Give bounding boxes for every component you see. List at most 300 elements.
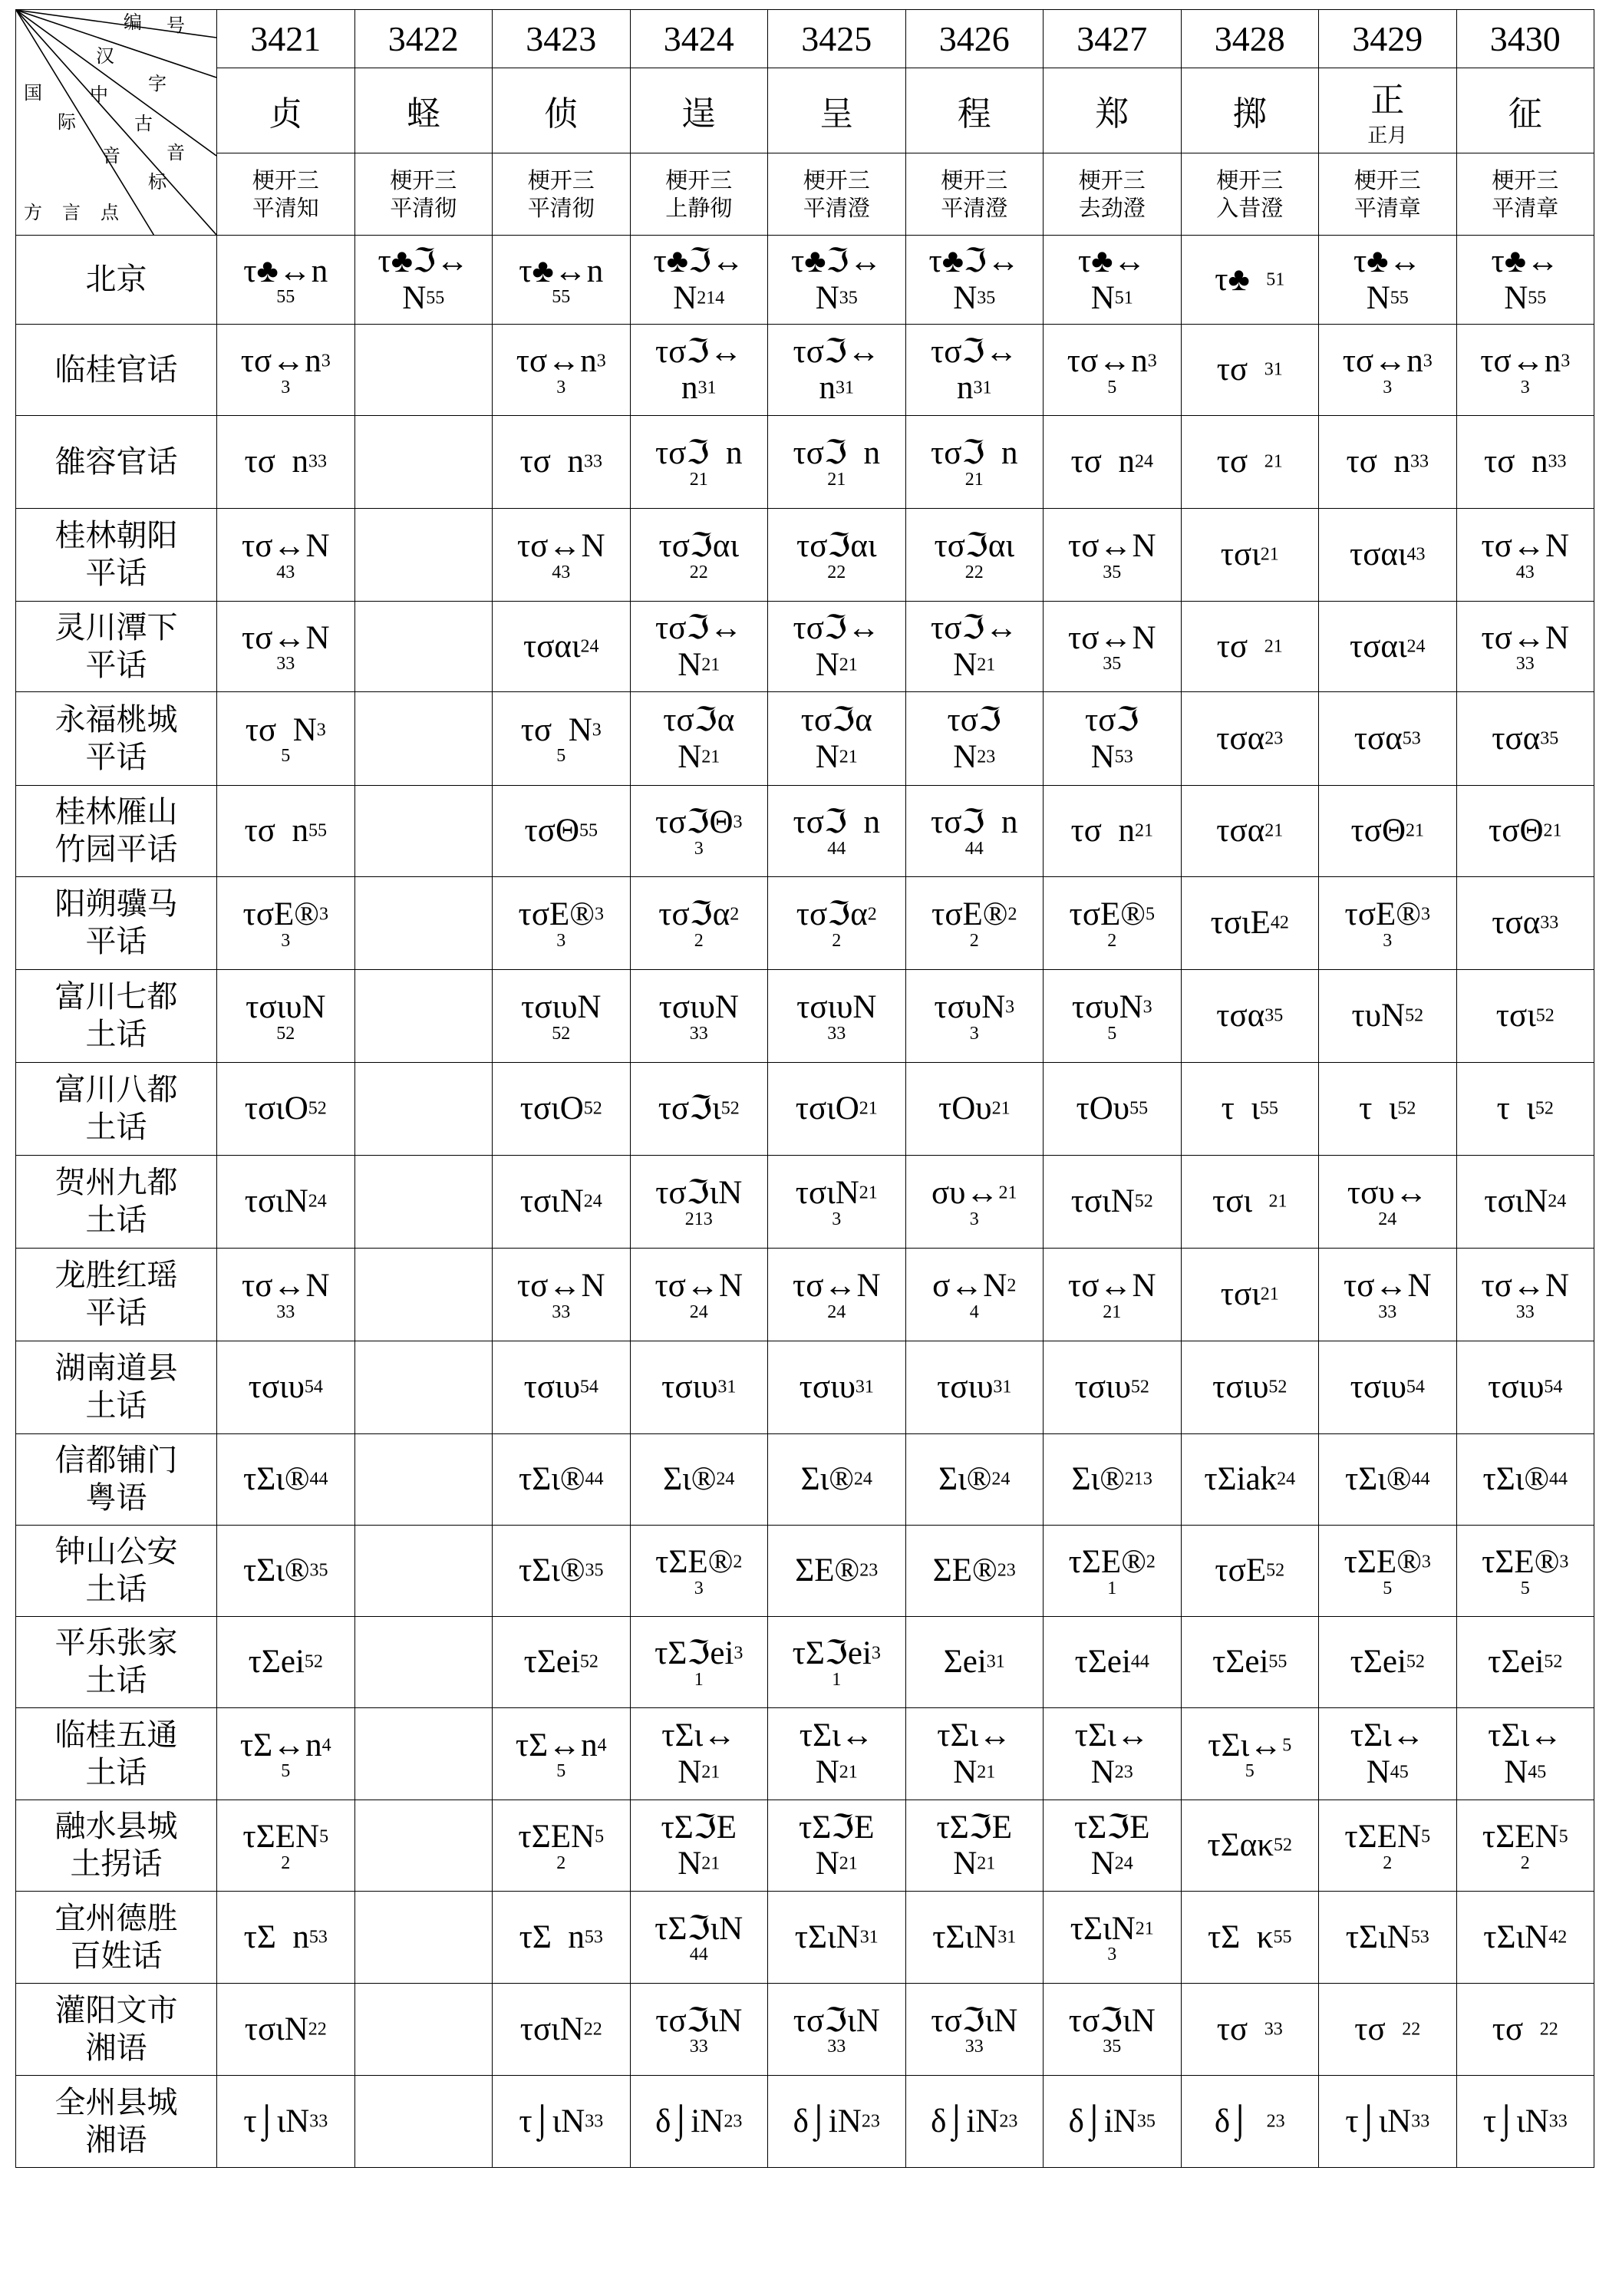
corner-label-hanzi-1: 汉 xyxy=(96,45,114,67)
phonetic-text-2: N xyxy=(673,279,697,316)
pronunciation-cell xyxy=(1319,1434,1457,1526)
pronunciation-cell xyxy=(905,1708,1044,1800)
tone-number: 22 xyxy=(308,2019,327,2040)
phonetic-text: τσ↔N xyxy=(1481,1268,1569,1305)
pronunciation-cell xyxy=(1181,1708,1319,1800)
phonetic-text: τ♣ℑ↔ xyxy=(653,243,744,280)
phonetic-text: τσℑ↔ xyxy=(793,333,880,370)
tone-number: 24 xyxy=(1134,452,1153,473)
pronunciation-cell xyxy=(905,1249,1044,1341)
tone-number: 33 xyxy=(583,452,602,473)
pronunciation-line xyxy=(217,896,354,932)
phonetic-text: τΣℑE xyxy=(1073,1809,1150,1846)
phonetic-text: τΣιN xyxy=(794,1918,860,1955)
category-line: 梗开三 xyxy=(1353,167,1421,193)
pronunciation-line xyxy=(1044,1268,1181,1304)
pronunciation-cell xyxy=(768,1249,906,1341)
row-place-name xyxy=(16,877,217,970)
pronunciation-cell xyxy=(354,1708,493,1800)
place-line: 全州县城 xyxy=(54,2084,178,2120)
pronunciation-cell xyxy=(1456,1526,1594,1617)
phonetic-text: τσιN xyxy=(244,1183,308,1220)
table-row xyxy=(16,1434,1594,1526)
phonetic-text: τσℑ n xyxy=(655,435,743,472)
tone-number-2: 5 xyxy=(556,1761,566,1782)
pronunciation-line xyxy=(631,528,768,564)
place-line: 钟山公安 xyxy=(54,1534,178,1570)
place-line: 北京 xyxy=(85,262,147,298)
pronunciation-line xyxy=(1457,1644,1594,1680)
phonetic-text: τΣ n xyxy=(519,1918,585,1955)
phonetic-text: Σι® xyxy=(938,1461,992,1498)
pronunciation-line xyxy=(1044,1461,1181,1497)
pronunciation-cell xyxy=(1044,786,1182,877)
pronunciation-line xyxy=(631,896,768,932)
table-row xyxy=(16,1249,1594,1341)
tone-number-2: 3 xyxy=(694,1578,704,1598)
tone-number: 52 xyxy=(1535,1006,1555,1027)
pronunciation-cell xyxy=(630,692,768,786)
pronunciation-line-2 xyxy=(631,370,768,406)
pronunciation-line xyxy=(1044,1090,1181,1127)
pronunciation-cell xyxy=(768,1063,906,1156)
pronunciation-cell xyxy=(1319,1249,1457,1341)
pronunciation-line xyxy=(493,1919,630,1955)
pronunciation-cell xyxy=(768,509,906,602)
place-line: 粤语 xyxy=(85,1480,147,1516)
pronunciation-line xyxy=(217,1268,354,1304)
tone-number-2: 2 xyxy=(281,1852,291,1873)
place-line: 平话 xyxy=(85,647,147,683)
pronunciation-line xyxy=(631,1635,768,1671)
pronunciation-cell xyxy=(1044,416,1182,509)
tone-number: 24 xyxy=(1277,1470,1296,1490)
tone-number: 3 xyxy=(594,905,604,925)
pronunciation-line-2 xyxy=(631,739,768,775)
tone-number: 54 xyxy=(304,1377,323,1398)
phonetic-text: τσ↔n xyxy=(1067,343,1148,380)
phonetic-text: τΣei xyxy=(248,1644,305,1681)
pronunciation-cell xyxy=(1456,1617,1594,1708)
pronunciation-line xyxy=(906,334,1044,370)
pronunciation-cell xyxy=(493,1341,631,1434)
place-line: 临桂五通 xyxy=(54,1717,178,1753)
pronunciation-cell xyxy=(493,786,631,877)
pronunciation-line-2 xyxy=(1044,1846,1181,1882)
pronunciation-cell xyxy=(1044,1341,1182,1434)
phonetic-text-2: N xyxy=(678,738,702,775)
phonetic-text: δ⌡iN xyxy=(1068,2103,1137,2139)
phonetic-text: τσE® xyxy=(1344,896,1421,933)
place-line: 桂林朝阳 xyxy=(54,518,178,554)
pronunciation-cell xyxy=(905,1892,1044,1984)
phonetic-text: τσα xyxy=(1492,905,1541,942)
tone-number: 3 xyxy=(1423,351,1433,372)
pronunciation-cell xyxy=(905,1063,1044,1156)
phonetic-text: τσΘ xyxy=(1350,813,1406,849)
pronunciation-line-2 xyxy=(631,1754,768,1790)
pronunciation-cell xyxy=(905,509,1044,602)
table-row xyxy=(16,1063,1594,1156)
pronunciation-line xyxy=(1044,444,1181,480)
pronunciation-cell xyxy=(1456,325,1594,416)
phonetic-text: τσα xyxy=(1353,720,1403,757)
tone-number: 2 xyxy=(733,1552,743,1573)
pronunciation-line xyxy=(768,1919,905,1955)
pronunciation-line xyxy=(768,702,905,738)
category-line: 平清彻 xyxy=(527,194,595,221)
tone-number: 55 xyxy=(308,821,327,842)
tone-number: 33 xyxy=(689,1023,708,1044)
pronunciation-cell xyxy=(905,2076,1044,2168)
phonetic-text: τσα xyxy=(1216,720,1265,757)
tone-number: 52 xyxy=(1535,1099,1554,1120)
row-place-name xyxy=(16,786,217,877)
phonetic-text: τσ xyxy=(1216,628,1264,665)
phonetic-text: τΣι® xyxy=(1482,1461,1550,1498)
pronunciation-line-2 xyxy=(906,1846,1044,1882)
tone-number: 52 xyxy=(583,1099,602,1120)
category-line: 去劲澄 xyxy=(1078,194,1146,221)
phonetic-text: τσιO xyxy=(795,1090,859,1127)
category-line: 平清章 xyxy=(1353,194,1421,221)
pronunciation-line xyxy=(768,1635,905,1671)
pronunciation-line xyxy=(1182,2103,1319,2139)
place-line: 灵川潭下 xyxy=(54,609,178,645)
pronunciation-line xyxy=(493,444,630,480)
table-row xyxy=(16,416,1594,509)
pronunciation-cell xyxy=(217,877,355,970)
pronunciation-line-2 xyxy=(1457,280,1594,316)
category-line: 梗开三 xyxy=(390,167,457,193)
pronunciation-line xyxy=(1319,896,1456,932)
pronunciation-cell xyxy=(1181,236,1319,325)
pronunciation-cell xyxy=(905,325,1044,416)
phonetic-text: τΣei xyxy=(1074,1644,1131,1681)
tone-number-2: 5 xyxy=(556,746,566,767)
tone-number-2: 3 xyxy=(556,930,566,951)
pronunciation-line xyxy=(631,804,768,840)
row-place-name xyxy=(16,2076,217,2168)
tone-number: 213 xyxy=(684,1209,713,1229)
tone-number: 53 xyxy=(308,1927,328,1948)
pronunciation-line xyxy=(493,1183,630,1219)
phonetic-text: τσυ↔ xyxy=(1347,1175,1428,1212)
pronunciation-line xyxy=(1457,1090,1594,1127)
pronunciation-line-2 xyxy=(768,280,905,316)
phonetic-text: τσ↔N xyxy=(516,1268,605,1305)
tone-number: 24 xyxy=(689,1301,708,1322)
pronunciation-cell xyxy=(1044,1063,1182,1156)
pronunciation-line xyxy=(768,1552,905,1588)
pronunciation-cell xyxy=(768,786,906,877)
tone-number-2: 2 xyxy=(1383,1852,1393,1873)
pronunciation-cell xyxy=(493,325,631,416)
pronunciation-line xyxy=(1044,702,1181,738)
pronunciation-line xyxy=(1319,628,1456,665)
pronunciation-cell xyxy=(354,786,493,877)
phonetic-text: τσE® xyxy=(518,896,595,933)
tone-number: 33 xyxy=(585,2111,604,2132)
pronunciation-cell xyxy=(493,1249,631,1341)
place-line: 雒容官话 xyxy=(54,444,178,480)
place-line: 平话 xyxy=(85,739,147,775)
pronunciation-line-2 xyxy=(768,370,905,406)
pronunciation-cell xyxy=(354,1892,493,1984)
row-place-name xyxy=(16,1434,217,1526)
tone-number: 35 xyxy=(1103,562,1122,582)
tone-number: 52 xyxy=(720,1099,740,1120)
place-line: 宜州德胜 xyxy=(54,1900,178,1936)
pronunciation-line-2 xyxy=(1319,280,1456,316)
column-category xyxy=(354,153,493,235)
phonetic-text: τΣι↔ xyxy=(1350,1717,1425,1754)
pronunciation-cell xyxy=(217,1063,355,1156)
column-character xyxy=(1044,68,1182,153)
tone-number-2: 3 xyxy=(969,1209,979,1229)
pronunciation-cell xyxy=(905,1526,1044,1617)
tone-number: 44 xyxy=(1549,1470,1568,1490)
tone-number: 21 xyxy=(859,1183,878,1204)
place-line: 贺州九都 xyxy=(54,1165,178,1201)
pronunciation-line xyxy=(1457,1369,1594,1405)
tone-number: 213 xyxy=(1124,1470,1152,1490)
phonetic-text: τσι xyxy=(1220,1276,1261,1313)
pronunciation-line xyxy=(493,343,630,379)
table-row xyxy=(16,692,1594,786)
pronunciation-line xyxy=(493,1090,630,1127)
phonetic-text: τΣE® xyxy=(655,1544,734,1581)
tone-number: 52 xyxy=(1274,1836,1292,1856)
character-glyph: 掷 xyxy=(1232,94,1267,134)
pronunciation-cell xyxy=(1181,509,1319,602)
phonetic-text: τσℑ n xyxy=(931,435,1018,472)
phonetic-text: τσℑ n xyxy=(793,435,880,472)
phonetic-text: τσℑ↔ xyxy=(655,610,743,647)
table-row xyxy=(16,325,1594,416)
column-number: 3423 xyxy=(493,10,631,68)
phonetic-text: τσιN xyxy=(1070,1183,1135,1220)
pronunciation-line xyxy=(493,2103,630,2139)
tone-number-2: 3 xyxy=(281,377,291,398)
phonetic-text: τσιυ xyxy=(523,1369,580,1406)
phonetic-text: τσ↔N xyxy=(654,1268,743,1305)
pronunciation-line-2 xyxy=(768,1846,905,1882)
row-place-name xyxy=(16,1617,217,1708)
pronunciation-line xyxy=(217,1819,354,1855)
tone-number: 31 xyxy=(836,378,854,398)
tone-number: 22 xyxy=(964,562,984,582)
pronunciation-cell xyxy=(768,1434,906,1526)
tone-number: 24 xyxy=(853,1470,872,1490)
pronunciation-cell xyxy=(493,1526,631,1617)
phonetic-text: τσι xyxy=(1495,998,1536,1034)
phonetic-text: τσ↔N xyxy=(1481,619,1569,656)
pronunciation-cell xyxy=(1181,1063,1319,1156)
phonetic-text: τσ↔N xyxy=(516,528,605,565)
pronunciation-line xyxy=(493,2011,630,2047)
pronunciation-line xyxy=(906,1919,1044,1955)
phonetic-text: τ ι xyxy=(1359,1090,1398,1127)
category-line: 梗开三 xyxy=(941,167,1008,193)
tone-number: 3 xyxy=(318,905,328,925)
pronunciation-cell xyxy=(1181,2076,1319,2168)
phonetic-text: τσιυ xyxy=(1212,1369,1269,1406)
phonetic-text: τσℑ↔ xyxy=(655,333,743,370)
header-char-row xyxy=(16,68,1594,153)
phonetic-text: τσ↔N xyxy=(241,528,330,565)
pronunciation-cell xyxy=(493,1892,631,1984)
pronunciation-line xyxy=(1044,1183,1181,1219)
pronunciation-cell xyxy=(1456,970,1594,1063)
pronunciation-line xyxy=(217,343,354,379)
tone-number-2: 5 xyxy=(1520,1578,1530,1598)
tone-number: 55 xyxy=(552,287,571,308)
pronunciation-line-2 xyxy=(1457,1754,1594,1790)
pronunciation-cell xyxy=(354,692,493,786)
tone-number: 21 xyxy=(1268,1192,1288,1212)
place-line: 平话 xyxy=(85,1295,147,1331)
pronunciation-line xyxy=(1182,1369,1319,1405)
tone-number: 33 xyxy=(1411,2111,1430,2132)
pronunciation-line-2 xyxy=(1044,280,1181,316)
phonetic-text: τ♣ℑ↔ xyxy=(378,243,469,280)
pronunciation-line xyxy=(1044,2003,1181,2039)
table-row xyxy=(16,1892,1594,1984)
pronunciation-line-2 xyxy=(355,280,493,316)
category-line: 梗开三 xyxy=(803,167,870,193)
pronunciation-line xyxy=(631,1175,768,1211)
phonetic-text: τσιυN xyxy=(246,989,326,1026)
phonetic-text: τΣι® xyxy=(518,1552,585,1589)
pronunciation-cell xyxy=(1181,325,1319,416)
pronunciation-line xyxy=(217,1090,354,1127)
phonetic-text-2: N xyxy=(815,646,839,683)
phonetic-text: τσ xyxy=(1216,2011,1264,2047)
tone-number: 3 xyxy=(321,351,331,372)
pronunciation-cell xyxy=(905,602,1044,692)
phonetic-text: τσ N xyxy=(245,711,317,748)
category-line: 上静彻 xyxy=(665,194,733,221)
column-category xyxy=(1319,153,1457,235)
phonetic-text: τσℑα xyxy=(663,702,735,739)
pronunciation-line xyxy=(631,435,768,471)
pronunciation-cell xyxy=(768,325,906,416)
phonetic-text: τΣei xyxy=(1350,1644,1406,1681)
table-row xyxy=(16,509,1594,602)
column-character xyxy=(630,68,768,153)
row-place-name xyxy=(16,1892,217,1984)
table-row xyxy=(16,1800,1594,1892)
pronunciation-line xyxy=(1182,998,1319,1034)
pronunciation-line xyxy=(1457,2103,1594,2139)
pronunciation-cell xyxy=(905,416,1044,509)
tone-number: 24 xyxy=(580,636,599,657)
pronunciation-cell xyxy=(630,786,768,877)
table-row xyxy=(16,1984,1594,2076)
phonetic-text: τΣei xyxy=(1212,1644,1269,1681)
pronunciation-line-2 xyxy=(1319,1754,1456,1790)
tone-number: 24 xyxy=(1114,1853,1133,1874)
pronunciation-line xyxy=(1319,1268,1456,1304)
tone-number: 2 xyxy=(1146,1552,1156,1573)
phonetic-text: τσ n xyxy=(244,444,308,480)
tone-number: 23 xyxy=(1114,1762,1133,1783)
pronunciation-cell xyxy=(630,1341,768,1434)
tone-number: 5 xyxy=(1145,905,1155,925)
row-place-name xyxy=(16,1156,217,1249)
phonetic-text: τσ↔n xyxy=(1342,343,1423,380)
place-line: 永福桃城 xyxy=(54,701,178,737)
pronunciation-line xyxy=(768,1268,905,1304)
tone-number: 52 xyxy=(552,1023,571,1044)
tone-number: 23 xyxy=(861,2111,880,2132)
pronunciation-line xyxy=(1319,1544,1456,1580)
phonetic-text: τΣι↔ xyxy=(1208,1727,1283,1763)
row-place-name xyxy=(16,509,217,602)
place-line: 信都铺门 xyxy=(54,1443,178,1479)
pronunciation-cell xyxy=(630,1249,768,1341)
pronunciation-line xyxy=(631,1268,768,1304)
pronunciation-cell xyxy=(1319,236,1457,325)
tone-number: 21 xyxy=(1260,545,1279,566)
tone-number: 51 xyxy=(1266,269,1285,290)
pronunciation-line xyxy=(1457,905,1594,941)
phonetic-text: τσℑιN xyxy=(931,2002,1018,2039)
tone-number: 31 xyxy=(993,1377,1012,1398)
tone-number: 44 xyxy=(585,1470,604,1490)
pronunciation-line xyxy=(906,243,1044,279)
pronunciation-line xyxy=(217,712,354,748)
phonetic-text: τ♣↔n xyxy=(519,252,604,289)
place-line: 湘语 xyxy=(85,2122,147,2158)
tone-number: 33 xyxy=(1515,654,1535,675)
pronunciation-cell xyxy=(630,1434,768,1526)
pronunciation-line xyxy=(1182,262,1319,298)
phonetic-text: τΣEN xyxy=(1344,1819,1422,1856)
place-line: 湘语 xyxy=(85,2030,147,2066)
column-category xyxy=(1456,153,1594,235)
table-row xyxy=(16,1156,1594,1249)
pronunciation-cell xyxy=(768,1800,906,1892)
pronunciation-cell xyxy=(905,1984,1044,2076)
pronunciation-line xyxy=(1457,813,1594,849)
pronunciation-line xyxy=(217,1369,354,1405)
corner-label-ipa-2: 际 xyxy=(58,111,76,133)
pronunciation-line xyxy=(631,334,768,370)
pronunciation-line-2 xyxy=(768,1754,905,1790)
pronunciation-line xyxy=(1457,1819,1594,1855)
phonetic-text: τ ι xyxy=(1221,1090,1260,1127)
pronunciation-cell xyxy=(1044,509,1182,602)
header-corner-cell xyxy=(16,10,217,236)
pronunciation-cell xyxy=(354,1156,493,1249)
pronunciation-line xyxy=(906,1175,1044,1211)
row-place-name xyxy=(16,1063,217,1156)
pronunciation-cell xyxy=(1319,1341,1457,1434)
place-line: 百姓话 xyxy=(70,1938,163,1974)
pronunciation-cell xyxy=(1456,1341,1594,1434)
pronunciation-line xyxy=(1182,1090,1319,1127)
pronunciation-cell xyxy=(630,509,768,602)
phonetic-text: τσE® xyxy=(931,896,1008,933)
pronunciation-line xyxy=(631,702,768,738)
tone-number: 44 xyxy=(689,1945,708,1965)
phonetic-text: τ♣↔ xyxy=(1078,243,1146,280)
pronunciation-cell xyxy=(630,325,768,416)
phonetic-text: τσ↔N xyxy=(1067,528,1156,565)
tone-number-2: 3 xyxy=(1383,377,1393,398)
